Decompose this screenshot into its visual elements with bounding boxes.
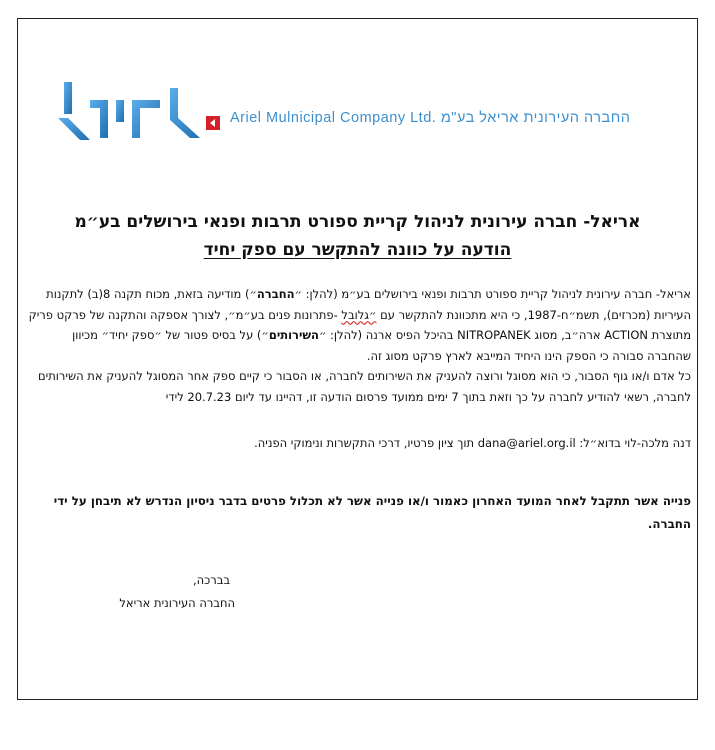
objection-paragraph: כל אדם ו/או גוף הסבור, כי הוא מסוגל ורוצה להעניק את השירותים לחברה, או הסבור כי קיים ספק אחר המסוגל להעניק את השירותים לחברה, רשאי להודיע לחברה על כך וזאת בתוך 7 ימים ממועד פרסום הודעה זו, דהיינו עד ליום 20.7.23 לידי [38,369,691,404]
body-text: -פתרונות פנים בע״מ״, לצורך אספקה והתקנה של פרקט פריק מתוצרת ACTION ארה״ב, מסוג NITROPANEK בהיכל הפיס ארנה (להלן: ״ [28,307,691,342]
body-text: ״) על בסיס פטור של ״ספק יחיד״ מכיוון שהחברה סבורה כי הספק הינו היחיד המייבא לארץ פרקט מסוג זה. [72,328,691,363]
late-submission-warning: פנייה אשר תתקבל לאחר המועד האחרון כאמור ו/או פנייה אשר לא תכלול פרטים בדבר ניסיון הנדרש לא תיבחן על ידי החברה. [53,494,691,531]
notice-title: אריאל- חברה עירונית לניהול קריית ספורט תרבות ופנאי בירושלים בע״מ [74,212,641,232]
tagline-english: Ariel Mulnicipal Company Ltd. [230,110,437,126]
body-text: אריאל- חברה עירונית לניהול קריית ספורט תרבות ופנאי בירושלים בע״מ (להלן: ״ [294,287,691,301]
body-text: ״) מודיעה בזאת, מכוח תקנה 8(ב) לתקנות העיריות (מכרזים), תשמ״ח-1987, כי היא מתכוונת להתקשר עם [46,287,691,322]
signature-company: החברה העירונית אריאל [119,596,235,610]
notice-body [27,284,691,407]
contact-line: דנה מלכה-לוי בדוא״ל: dana@ariel.org.il תוך ציון פרטיו, דרכי התקשרות ונימוקי הפניה. [254,436,691,450]
defined-term-company: החברה [256,287,295,301]
letterhead [50,78,690,158]
logo-red-arrow-icon [206,116,220,130]
signature-greeting: בברכה, [192,573,230,587]
ariel-logo-icon [50,78,210,148]
company-tagline [230,110,630,126]
defined-term-services: השירותים [268,328,319,342]
notice-subtitle: הודעה על כוונה להתקשר עם ספק יחיד [203,240,512,260]
supplier-name: ״גלובל [341,307,377,322]
tagline-hebrew: החברה העירונית אריאל בע"מ [440,110,631,126]
